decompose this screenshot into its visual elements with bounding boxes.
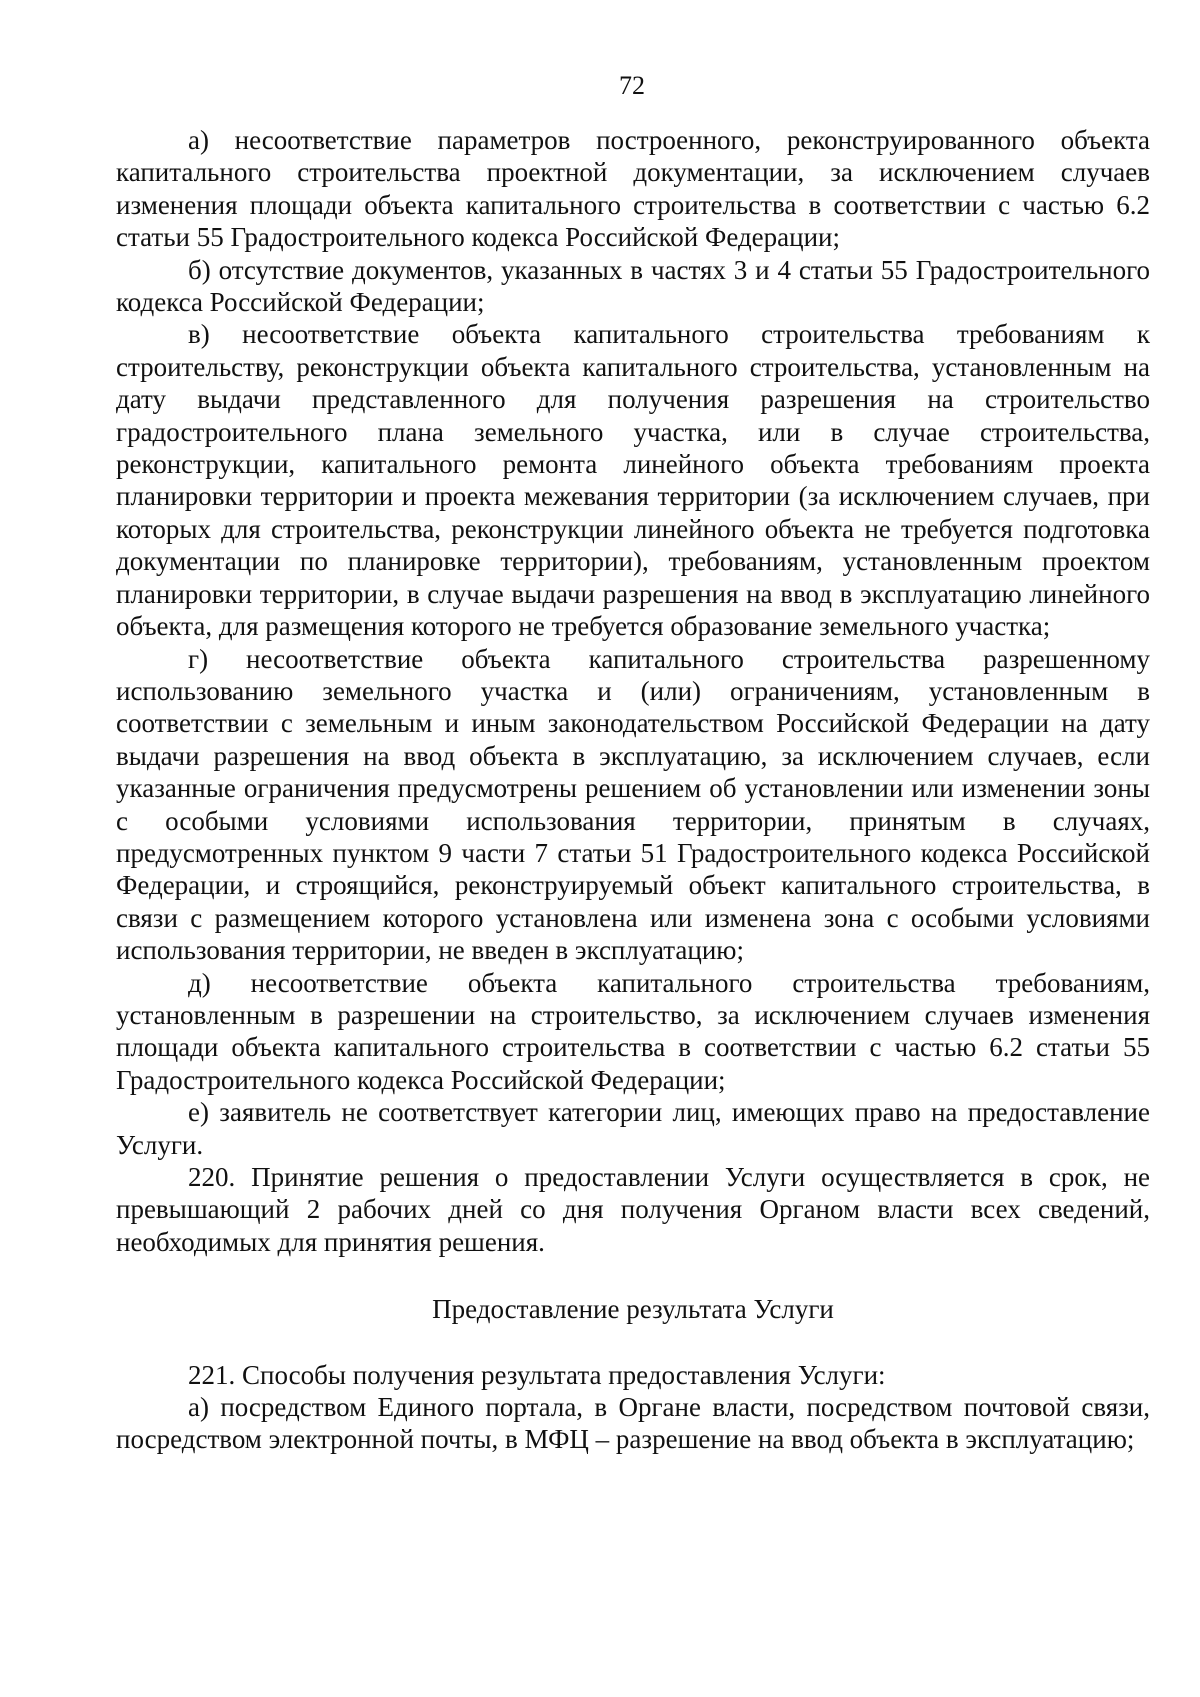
page-number: 72 — [619, 71, 645, 100]
section-heading: Предоставление результата Услуги — [432, 1294, 834, 1325]
paragraph-e: е) заявитель не соответствует категории лиц, имеющих право на предоставление Услуги. — [116, 1097, 1150, 1160]
paragraph-220: 220. Принятие решения о предоставлении Услуги осуществляется в срок, не превышающий 2 рабочих дней со дня получения Органом власти всех сведений, необходимых для принятия решения. — [116, 1162, 1150, 1257]
paragraph-g: г) несоответствие объекта капитального строительства разрешенному использованию земельного участка и (или) ограничениям, установленным в соответствии с земельным и иным законодательством Российской Федерации на дату выдачи разрешения на ввод объекта в эксплуатацию, за исключением случаев, если указанные ограничения предусмотрены решением об установлении или изменении зоны с особыми условиями использования территории, принятым в случаях, предусмотренных пунктом 9 части 7 статьи 51 Градостроительного кодекса Российской Федерации, и строящийся, реконструируемый объект капитального строительства, в связи с размещением которого установлена или изменена зона с особыми условиями использования территории, не введен в эксплуатацию; — [116, 643, 1150, 966]
paragraph-b: б) отсутствие документов, указанных в частях 3 и 4 статьи 55 Градостроительного кодекса Российской Федерации; — [116, 254, 1150, 318]
paragraph-d: д) несоответствие объекта капитального строительства требованиям, установленным в разрешении на строительство, за исключением случаев изменения площади объекта капитального строительства в соответствии с частью 6.2 статьи 55 Градостроительного кодекса Российской Федерации; — [116, 967, 1150, 1095]
paragraph-v: в) несоответствие объекта капитального строительства требованиям к строительству, реконструкции объекта капитального строительства, установленным на дату выдачи представленного для получения разрешения на строительство градостроительного плана земельного участка, или в случае строительства, реконструкции, капитального ремонта линейного объекта требованиям проекта планировки территории и проекта межевания территории (за исключением случаев, при которых для строительства, реконструкции линейного объекта не требуется подготовка документации по планировке территории), требованиям, установленным проектом планировки территории, в случае выдачи разрешения на ввод в эксплуатацию линейного объекта, для размещения которого не требуется образование земельного участка; — [116, 319, 1150, 642]
paragraph-221-a: а) посредством Единого портала, в Органе власти, посредством почтовой связи, посредством электронной почты, в МФЦ – разрешение на ввод объекта в эксплуатацию; — [116, 1392, 1150, 1455]
paragraph-a: а) несоответствие параметров построенного, реконструированного объекта капитального строительства проектной документации, за исключением случаев изменения площади объекта капитального строительства в соответствии с частью 6.2 статьи 55 Градостроительного кодекса Российской Федерации; — [116, 125, 1150, 253]
paragraph-221: 221. Способы получения результата предоставления Услуги: — [188, 1359, 886, 1390]
document-body — [116, 124, 1150, 1456]
